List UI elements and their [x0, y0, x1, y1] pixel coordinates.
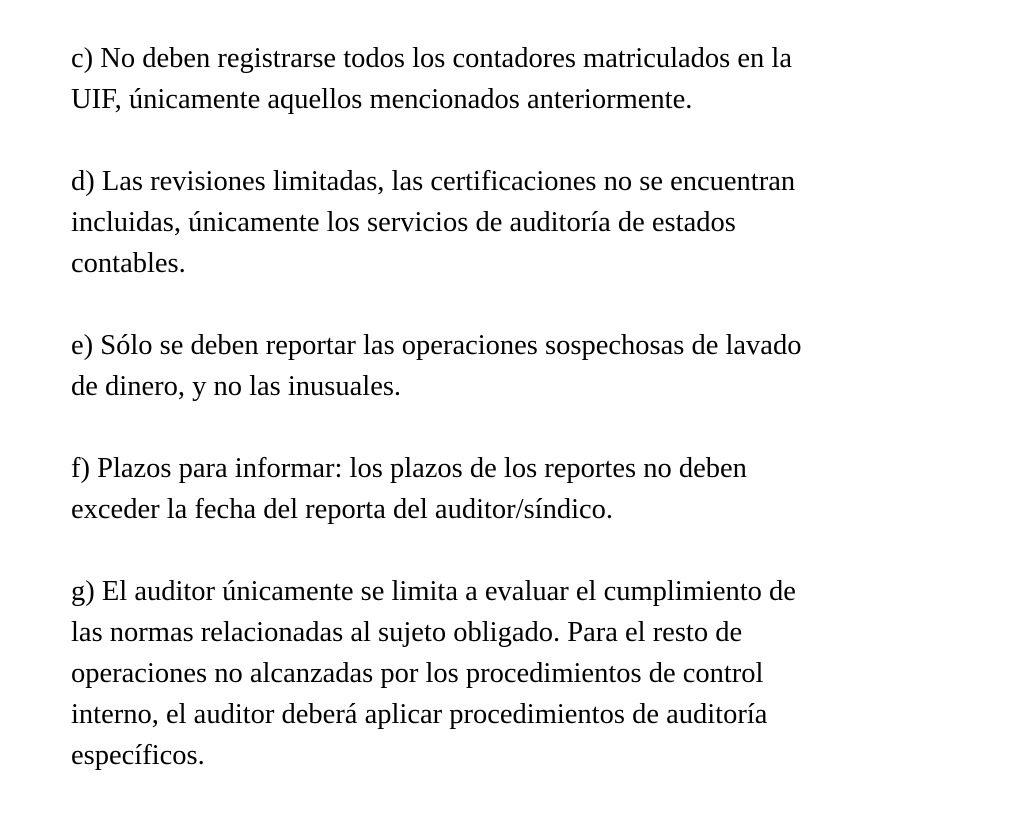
paragraph-f: f) Plazos para informar: los plazos de los reportes no deben exceder la fecha del reporta del auditor/síndico. — [71, 453, 747, 525]
paragraph-d: d) Las revisiones limitadas, las certificaciones no se encuentran incluidas, únicamente los servicios de auditoría de estados contables. — [71, 166, 796, 279]
slide-body — [71, 38, 971, 817]
paragraph-e: e) Sólo se deben reportar las operaciones sospechosas de lavado de dinero, y no las inusuales. — [71, 330, 802, 402]
paragraph-g: g) El auditor únicamente se limita a evaluar el cumplimiento de las normas relacionadas al sujeto obligado. Para el resto de operaciones no alcanzadas por los procedimientos de control interno, el auditor deberá aplicar procedimientos de auditoría específicos. — [71, 576, 796, 771]
paragraph-c: c) No deben registrarse todos los contadores matriculados en la UIF, únicamente aquellos mencionados anteriormente. — [71, 43, 792, 115]
